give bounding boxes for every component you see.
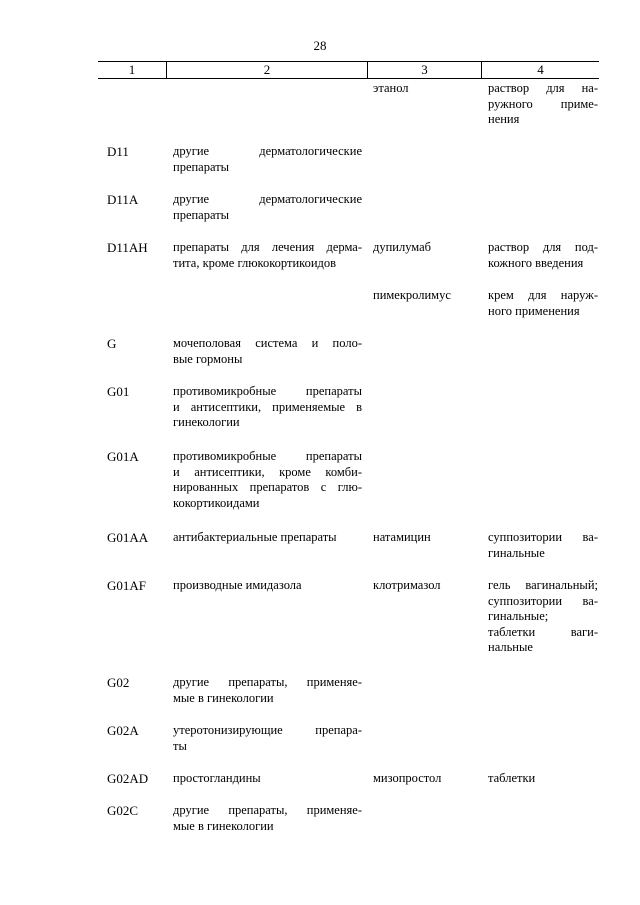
group-name	[173, 803, 362, 834]
form-line: гинальные	[488, 545, 545, 560]
name-line: препараты для лечения дерма-	[173, 240, 362, 254]
form-line: ружного приме-	[488, 96, 598, 111]
name-line: другие дерматологические	[173, 192, 362, 206]
name-line: другие препараты, применяе-	[173, 803, 362, 817]
form-line: нения	[488, 112, 520, 126]
atc-code: D11A	[107, 192, 139, 207]
name-line: мочеполовая система и поло-	[173, 336, 362, 350]
group-name	[173, 144, 362, 175]
page-number: 28	[313, 38, 327, 53]
name-line: производные имидазола	[173, 578, 302, 592]
name-line: вые гормоны	[173, 351, 243, 366]
name-line: простогландины	[173, 771, 261, 785]
name-line: нированных препаратов с глю-	[173, 480, 362, 494]
dosage-form	[488, 530, 598, 561]
atc-code: G02A	[107, 723, 139, 738]
dosage-form	[488, 288, 598, 319]
form-line: раствор для под-	[488, 240, 598, 254]
group-name	[173, 675, 362, 706]
atc-code: D11AH	[107, 240, 148, 255]
group-name	[173, 384, 362, 431]
drug-name: клотримазол	[373, 578, 441, 592]
table-header	[98, 61, 599, 79]
atc-code: G	[107, 336, 117, 351]
dosage-form	[488, 81, 598, 128]
drug-name: дупилумаб	[373, 240, 432, 254]
atc-code: G02C	[107, 803, 139, 818]
column-header-2: 2	[166, 62, 367, 78]
name-line: препараты	[173, 207, 230, 222]
column-header-3: 3	[367, 62, 481, 78]
form-line: таблетки ваги-	[488, 624, 598, 639]
atc-code: G02	[107, 675, 130, 690]
column-header-4: 4	[481, 62, 599, 78]
form-line: суппозитории ва-	[488, 593, 598, 608]
dosage-form	[488, 578, 598, 656]
group-name	[173, 578, 362, 594]
name-line: противомикробные препараты	[173, 449, 362, 463]
group-name	[173, 449, 362, 511]
name-line: и антисептики, применяемые в	[173, 399, 362, 414]
atc-code: G01AA	[107, 530, 149, 545]
name-line: другие дерматологические	[173, 144, 362, 158]
name-line: антибактериальные препараты	[173, 530, 337, 544]
form-line: крем для наруж-	[488, 288, 598, 302]
group-name	[173, 240, 362, 271]
dosage-form	[488, 240, 598, 271]
form-line: гинальные;	[488, 609, 549, 623]
name-line: гинекологии	[173, 415, 240, 429]
form-line: ного применения	[488, 303, 580, 318]
name-line: и антисептики, кроме комби-	[173, 464, 362, 479]
group-name	[173, 192, 362, 223]
form-line: таблетки	[488, 771, 536, 785]
atc-code: D11	[107, 144, 129, 159]
drug-name: натамицин	[373, 530, 431, 544]
drug-name: пимекролимус	[373, 288, 451, 302]
form-line: суппозитории ва-	[488, 530, 598, 544]
form-line: кожного введения	[488, 255, 584, 270]
name-line: ты	[173, 738, 187, 753]
column-header-1: 1	[128, 62, 136, 77]
name-line: утеротонизирующие препара-	[173, 723, 362, 737]
form-line: нальные	[488, 640, 533, 654]
drug-name: этанол	[373, 81, 409, 95]
name-line: кокортикоидами	[173, 495, 260, 510]
form-line: гель вагинальный;	[488, 578, 598, 592]
name-line: мые в гинекологии	[173, 818, 274, 833]
atc-code: G01AF	[107, 578, 147, 593]
name-line: тита, кроме глюкокортикоидов	[173, 255, 337, 270]
group-name	[173, 530, 362, 546]
group-name	[173, 723, 362, 754]
name-line: другие препараты, применяе-	[173, 675, 362, 689]
group-name	[173, 336, 362, 367]
name-line: мые в гинекологии	[173, 690, 274, 705]
group-name	[173, 771, 362, 787]
atc-code: G02AD	[107, 771, 149, 786]
name-line: противомикробные препараты	[173, 384, 362, 398]
dosage-form	[488, 771, 598, 787]
atc-code: G01A	[107, 449, 139, 464]
drug-name: мизопростол	[373, 771, 442, 785]
form-line: раствор для на-	[488, 81, 598, 95]
atc-code: G01	[107, 384, 130, 399]
name-line: препараты	[173, 159, 230, 174]
